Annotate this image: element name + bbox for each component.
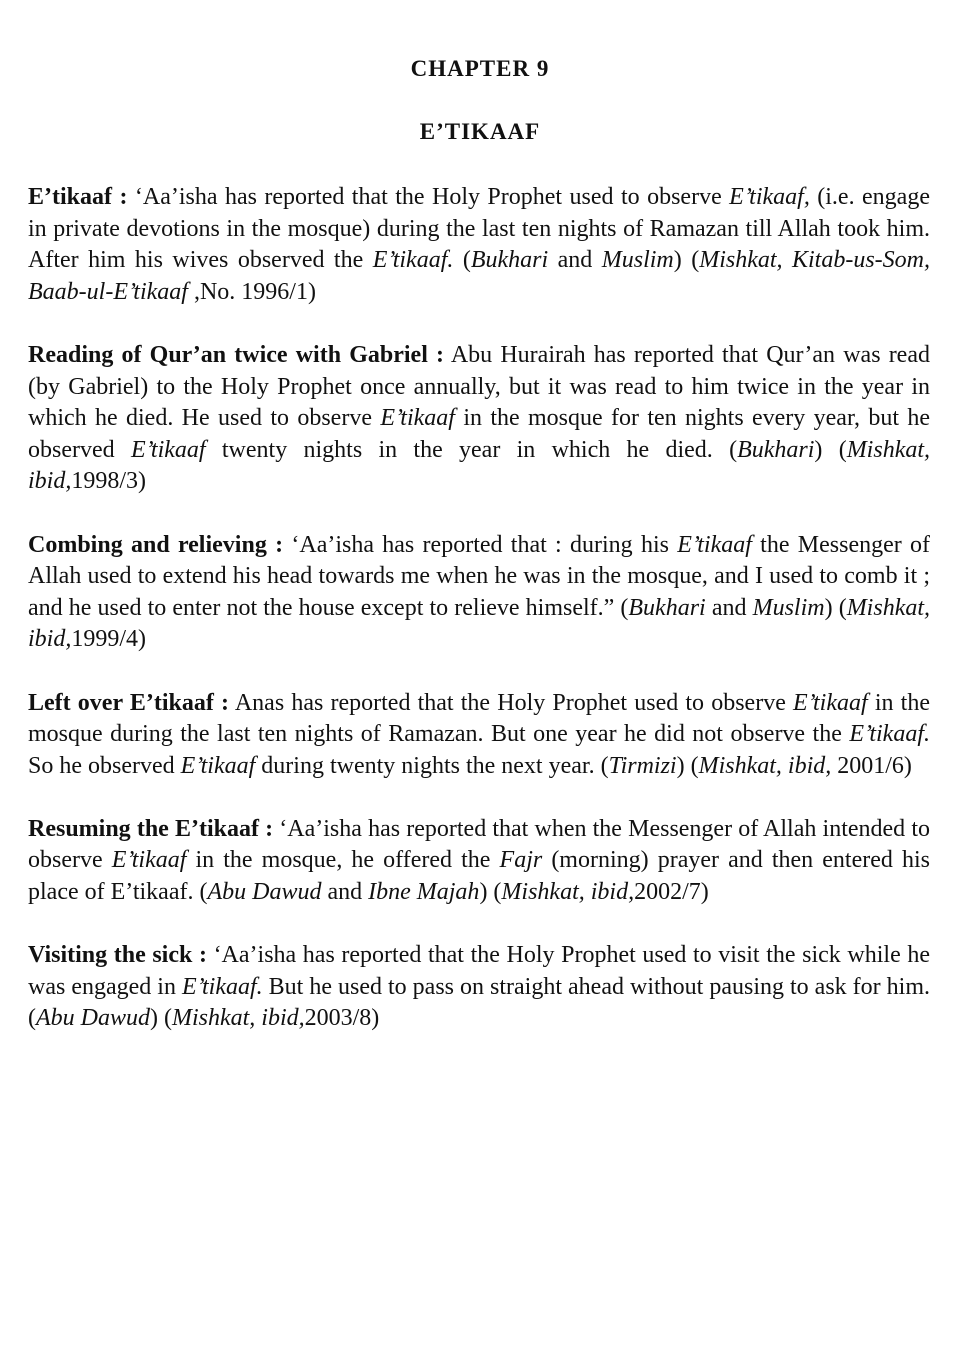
hadith-paragraph bbox=[28, 940, 930, 1035]
chapter-body bbox=[28, 182, 930, 1067]
paragraph-text: and bbox=[705, 594, 753, 621]
paragraph-text: ) ( bbox=[676, 752, 699, 779]
paragraph-text: 1998/3) bbox=[71, 468, 147, 495]
paragraph-text: 2002/7) bbox=[634, 879, 709, 906]
italic-term: E’tikaaf bbox=[111, 847, 187, 874]
italic-term: E’tikaaf bbox=[180, 752, 256, 779]
paragraph-text: and bbox=[548, 247, 602, 274]
paragraph-text: ) ( bbox=[814, 436, 847, 463]
italic-term: E’tikaaf. bbox=[181, 973, 263, 1000]
paragraph-text: But he used to pass on straight ahead without pausing to ask for him. ( bbox=[28, 973, 930, 1032]
italic-term: Mishkat, Kitab-us-Som, Baab-ul-E’tikaaf bbox=[28, 247, 931, 305]
hadith-paragraph bbox=[28, 814, 930, 909]
paragraph-text: ‘Aa’isha has reported that the Holy Prophet used to visit the sick while he was engaged in bbox=[28, 942, 930, 1000]
paragraph-text: during twenty nights the next year. ( bbox=[255, 752, 609, 779]
hadith-paragraph bbox=[28, 688, 930, 783]
italic-term: E’tikaaf bbox=[380, 405, 455, 432]
hadith-paragraph bbox=[28, 530, 930, 656]
paragraph-text: (morning) prayer and then entered his place of E’tikaaf. ( bbox=[28, 847, 931, 906]
italic-term: Mishkat, ibid, bbox=[171, 1005, 305, 1032]
italic-term: Mishkat, ibid, bbox=[501, 879, 635, 906]
italic-term: Bukhari bbox=[470, 247, 549, 274]
paragraph-text: ( bbox=[453, 247, 471, 274]
italic-term: Mishkat, ibid, bbox=[698, 752, 832, 779]
paragraph-text: ) ( bbox=[150, 1005, 172, 1032]
paragraph-text: ) ( bbox=[479, 879, 502, 906]
paragraph-heading: Combing and relieving : bbox=[28, 531, 284, 558]
paragraph-text: ) ( bbox=[824, 594, 847, 621]
paragraph-text: in the mosque for ten nights every year, but he observed bbox=[28, 405, 930, 463]
italic-term: E’tikaaf bbox=[130, 436, 206, 463]
italic-term: E’tikaaf. bbox=[372, 247, 454, 274]
italic-term: E’tikaaf bbox=[793, 689, 868, 716]
paragraph-text: in the mosque during the last ten nights of Ramazan. But one year he did not observe the bbox=[28, 689, 930, 748]
paragraph-text: Anas has reported that the Holy Prophet used to observe bbox=[229, 689, 794, 716]
italic-term: Mishkat, ibid, bbox=[28, 436, 931, 495]
paragraph-text: ) ( bbox=[673, 247, 700, 274]
paragraph-heading: Visiting the sick : bbox=[28, 942, 207, 969]
italic-term: Muslim bbox=[601, 247, 674, 274]
italic-term: Ibne Majah bbox=[368, 879, 480, 906]
italic-term: Tirmizi bbox=[608, 752, 677, 779]
paragraph-text: the Messenger of Allah used to extend his head towards me when he was in the mosque, and I used to comb it ; and he used to enter not the house except to relieve himself.” ( bbox=[28, 531, 931, 621]
italic-term: Muslim bbox=[752, 594, 825, 621]
paragraph-text: ‘Aa’isha has reported that when the Messenger of Allah intended to observe bbox=[28, 815, 930, 874]
paragraph-heading: Left over E’tikaaf : bbox=[28, 689, 229, 716]
paragraph-text: 1999/4) bbox=[71, 626, 147, 653]
italic-term: Abu Dawud bbox=[36, 1005, 150, 1032]
italic-term: E’tikaaf. bbox=[849, 721, 930, 748]
italic-term: Abu Dawud bbox=[207, 879, 322, 906]
italic-term: Bukhari bbox=[628, 594, 706, 621]
hadith-paragraph bbox=[28, 340, 930, 498]
italic-term: E’tikaaf, bbox=[729, 184, 810, 210]
paragraph-heading: Resuming the E’tikaaf : bbox=[28, 815, 274, 842]
italic-term: Bukhari bbox=[737, 436, 815, 463]
paragraph-text: 2001/6) bbox=[831, 752, 912, 779]
paragraph-text: in the mosque, he offered the bbox=[186, 847, 500, 874]
chapter-title: E’TIKAAF bbox=[419, 119, 541, 144]
italic-term: Fajr bbox=[499, 847, 543, 874]
italic-term: Mishkat, ibid, bbox=[28, 594, 931, 653]
italic-term: E’tikaaf bbox=[677, 531, 752, 558]
chapter-heading: CHAPTER 9 bbox=[410, 56, 550, 81]
paragraph-text: Abu Hurairah has reported that Qur’an was read (by Gabriel) to the Holy Prophet once annually, but it was read to him twice in the year in which he died. He used to observe bbox=[28, 341, 930, 432]
hadith-paragraph bbox=[28, 182, 930, 308]
paragraph-text: 2003/8) bbox=[304, 1005, 380, 1032]
paragraph-heading: E’tikaaf : bbox=[28, 184, 128, 210]
paragraph-heading: Reading of Qur’an twice with Gabriel : bbox=[28, 341, 445, 368]
paragraph-text: (i.e. engage in private devotions in the mosque) during the last ten nights of Ramazan till Allah took him. After him his wives observed the bbox=[28, 184, 930, 274]
paragraph-text: ‘Aa’isha has reported that the Holy Prophet used to observe bbox=[127, 184, 730, 210]
paragraph-text: So he observed bbox=[28, 752, 181, 779]
paragraph-text: ‘Aa’isha has reported that : during his bbox=[283, 531, 678, 558]
paragraph-text: ,No. 1996/1) bbox=[187, 278, 316, 305]
paragraph-text: and bbox=[321, 879, 369, 906]
paragraph-text: twenty nights in the year in which he died. ( bbox=[205, 436, 738, 463]
